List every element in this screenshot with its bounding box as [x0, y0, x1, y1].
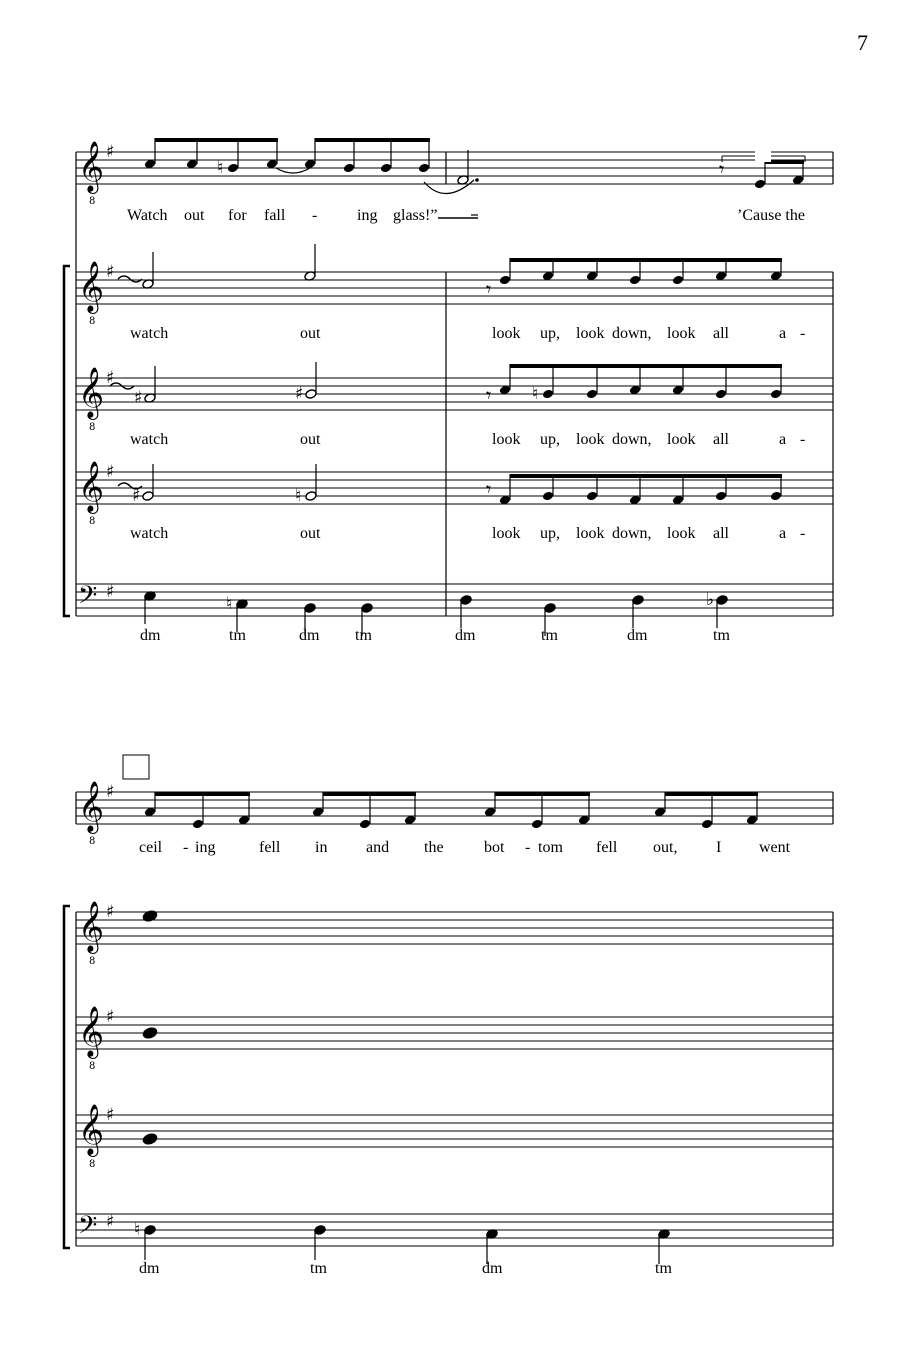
solo-m1a-note-head [227, 163, 239, 174]
solo-lyric: - [312, 207, 318, 224]
solo-m1b-beam [315, 138, 430, 142]
solo-2-lyric: ing [195, 839, 216, 856]
baritone-m2-note-head [770, 491, 782, 502]
baritone-2-key-signature-sharp-icon: ♯ [106, 1105, 115, 1125]
bass-lyric: tm [541, 627, 558, 644]
solo-lyric: out [184, 207, 205, 224]
solo-pickup-note-head [754, 179, 766, 190]
bass-lyric: dm [140, 627, 161, 644]
bass-key-signature-sharp-icon: ♯ [106, 582, 115, 602]
tenor1-lyric: - [800, 325, 806, 342]
accidental-natural-icon: ♮ [217, 158, 224, 178]
accidental-flat-icon: ♭ [706, 590, 715, 610]
tenor2-m2-beam [510, 364, 782, 368]
baritone-whole-note [142, 1133, 157, 1145]
solo-triplet-note-head [531, 819, 543, 830]
tenor2-m2-note-head [770, 389, 782, 400]
tenor2-lyric: out [300, 431, 321, 448]
tenor2-lyric: all [713, 431, 729, 448]
baritone-2-treble-clef-icon: 𝄞 [78, 1104, 105, 1155]
accidental-natural-icon: ♮ [134, 1220, 141, 1240]
tenor1-m2-note-head [499, 275, 511, 286]
tenor1-lyric: all [713, 325, 729, 342]
solo-2-lyric: went [759, 839, 791, 856]
tenor2-lyric: - [800, 431, 806, 448]
solo-triplet-beam [155, 792, 250, 796]
solo-triplet-beam [665, 792, 758, 796]
baritone-m2-note-head [542, 491, 554, 502]
solo-m1a-beam [155, 138, 278, 142]
tenor2-2-treble-clef-icon: 𝄞 [78, 1006, 105, 1057]
solo-m1b-note-head [380, 163, 392, 174]
bass-2-lyric: dm [482, 1260, 503, 1277]
baritone-half-note [305, 491, 317, 502]
accidental-natural-icon: ♮ [226, 594, 233, 614]
bass-lyric: tm [355, 627, 372, 644]
baritone-lyric: a [779, 525, 787, 542]
tenor1-lyric: a [779, 325, 787, 342]
bass-lyric: tm [713, 627, 730, 644]
bass-2-lyric: tm [655, 1260, 672, 1277]
tenor2-lyric: up, [540, 431, 560, 448]
tenor1-treble-clef-icon: 𝄞 [78, 261, 105, 312]
tenor1-lyric: down, [612, 325, 652, 342]
tenor1-2-treble-clef-icon: 𝄞 [78, 901, 105, 952]
baritone-lyric: down, [612, 525, 652, 542]
bass-bass-clef-icon: 𝄢 [78, 581, 98, 616]
baritone-lyric: up, [540, 525, 560, 542]
solo-2-lyric: fell [596, 839, 618, 856]
bass-2-lyric: dm [139, 1260, 160, 1277]
solo-2-lyric: in [315, 839, 328, 856]
solo-triplet-note-head [701, 819, 713, 830]
accidental-sharp-icon: ♯ [134, 388, 143, 408]
tenor2-m2-note-head [715, 389, 727, 400]
tenor1-lyric: look [576, 325, 605, 342]
baritone-lyric: look [667, 525, 696, 542]
solo-lyric: Watch [127, 207, 168, 224]
tenor2-treble-clef-icon: 𝄞 [78, 367, 105, 418]
tenor1-eighth-rest-icon: 𝄾 [486, 277, 492, 301]
tenor2-lyric: watch [130, 431, 169, 448]
tenor1-clef-octave: 8 [89, 316, 96, 327]
tenor2-clef-octave: 8 [89, 422, 96, 433]
tenor2-lyric: down, [612, 431, 652, 448]
baritone-lyric: look [492, 525, 521, 542]
bass-quarter-note [314, 1225, 326, 1236]
accidental-natural-icon: ♮ [532, 384, 539, 404]
solo-2-lyric: bot [484, 839, 505, 856]
bass-quarter-note [460, 595, 472, 606]
rehearsal-mark-box [123, 755, 149, 779]
bass-quarter-note [304, 603, 316, 614]
bass-quarter-note [716, 595, 728, 606]
tenor1-2-key-signature-sharp-icon: ♯ [106, 902, 115, 922]
system-bracket [64, 266, 70, 616]
augmentation-dot [475, 178, 479, 182]
tie [276, 168, 310, 173]
bass-lyric: dm [627, 627, 648, 644]
glissando-icon [118, 276, 142, 282]
bass-lyric: dm [299, 627, 320, 644]
baritone-lyric: - [800, 525, 806, 542]
bass-2-key-signature-sharp-icon: ♯ [106, 1212, 115, 1232]
baritone-m2-note-head [586, 491, 598, 502]
accidental-natural-icon: ♮ [295, 486, 302, 506]
bass-2-bass-clef-icon: 𝄢 [78, 1211, 98, 1246]
tenor1-lyric: watch [130, 325, 169, 342]
baritone-treble-clef-icon: 𝄞 [78, 461, 105, 512]
solo-lyric: ’Cause the [737, 207, 805, 224]
tenor1-m2-note-head [629, 275, 641, 286]
tenor1-lyric: look [667, 325, 696, 342]
solo-2-lyric: fell [259, 839, 281, 856]
tenor1-2-clef-octave: 8 [89, 956, 96, 967]
baritone-lyric: out [300, 525, 321, 542]
tenor2-lyric: look [667, 431, 696, 448]
tenor1-lyric: out [300, 325, 321, 342]
bass-quarter-note [544, 603, 556, 614]
solo-lyric: ing [357, 207, 378, 224]
baritone-lyric: watch [130, 525, 169, 542]
tenor2-lyric: a [779, 431, 787, 448]
tenor2-2-clef-octave: 8 [89, 1061, 96, 1072]
accidental-sharp-icon: ♯ [295, 384, 304, 404]
solo-lyric: glass!” [393, 207, 438, 224]
solo-eighth-rest-icon: 𝄾 [719, 157, 725, 181]
system-bracket [64, 906, 70, 1248]
solo-2-treble-clef-icon: 𝄞 [78, 781, 105, 832]
tenor2-m2-note-head [542, 389, 554, 400]
baritone-lyric: look [576, 525, 605, 542]
page-number: 7 [857, 30, 868, 55]
bass-lyric: tm [229, 627, 246, 644]
solo-lyric: fall [264, 207, 286, 224]
accidental-sharp-icon: ♯ [132, 486, 141, 506]
tenor2-eighth-rest-icon: 𝄾 [486, 383, 492, 407]
tenor2-lyric: look [492, 431, 521, 448]
baritone-lyric: all [713, 525, 729, 542]
tenor1-lyric: up, [540, 325, 560, 342]
tenor2-whole-note [142, 1027, 157, 1039]
solo-clef-octave: 8 [89, 196, 96, 207]
baritone-m2-beam [510, 474, 782, 478]
solo-2-lyric: the [424, 839, 444, 856]
bass-quarter-note [632, 595, 644, 606]
tenor2-m2-note-head [586, 389, 598, 400]
baritone-half-note [142, 491, 154, 502]
tenor1-m2-beam [510, 258, 782, 262]
solo-treble-clef-icon: 𝄞 [78, 141, 105, 192]
bass-lyric: dm [455, 627, 476, 644]
baritone-key-signature-sharp-icon: ♯ [106, 462, 115, 482]
tenor1-m2-note-head [672, 275, 684, 286]
solo-2-lyric: I [716, 839, 722, 856]
tenor2-lyric: look [576, 431, 605, 448]
baritone-eighth-rest-icon: 𝄾 [486, 477, 492, 501]
tenor2-half-note [305, 389, 317, 400]
tenor1-key-signature-sharp-icon: ♯ [106, 262, 115, 282]
bass-quarter-note [361, 603, 373, 614]
solo-2-lyric: - [525, 839, 531, 856]
solo-2-lyric: tom [538, 839, 563, 856]
solo-triplet-note-head [359, 819, 371, 830]
solo-lyric: for [228, 207, 247, 224]
tenor1-lyric: look [492, 325, 521, 342]
bass-quarter-note [144, 1225, 156, 1236]
solo-triplet-beam [323, 792, 416, 796]
solo-2-lyric: and [366, 839, 390, 856]
baritone-2-clef-octave: 8 [89, 1159, 96, 1170]
tenor2-2-key-signature-sharp-icon: ♯ [106, 1007, 115, 1027]
solo-2-lyric: - [183, 839, 189, 856]
tuplet-gap [755, 148, 771, 162]
solo-m1b-note-head [418, 163, 430, 174]
baritone-clef-octave: 8 [89, 516, 96, 527]
solo-2-lyric: out, [653, 839, 678, 856]
tenor2-key-signature-sharp-icon: ♯ [106, 368, 115, 388]
solo-key-signature-sharp-icon: ♯ [106, 142, 115, 162]
solo-triplet-note-head [192, 819, 204, 830]
bass-2-lyric: tm [310, 1260, 327, 1277]
solo-triplet-beam [495, 792, 590, 796]
solo-2-clef-octave: 8 [89, 836, 96, 847]
baritone-m2-note-head [715, 491, 727, 502]
solo-2-key-signature-sharp-icon: ♯ [106, 782, 115, 802]
solo-m1b-note-head [343, 163, 355, 174]
solo-2-lyric: ceil [139, 839, 163, 856]
